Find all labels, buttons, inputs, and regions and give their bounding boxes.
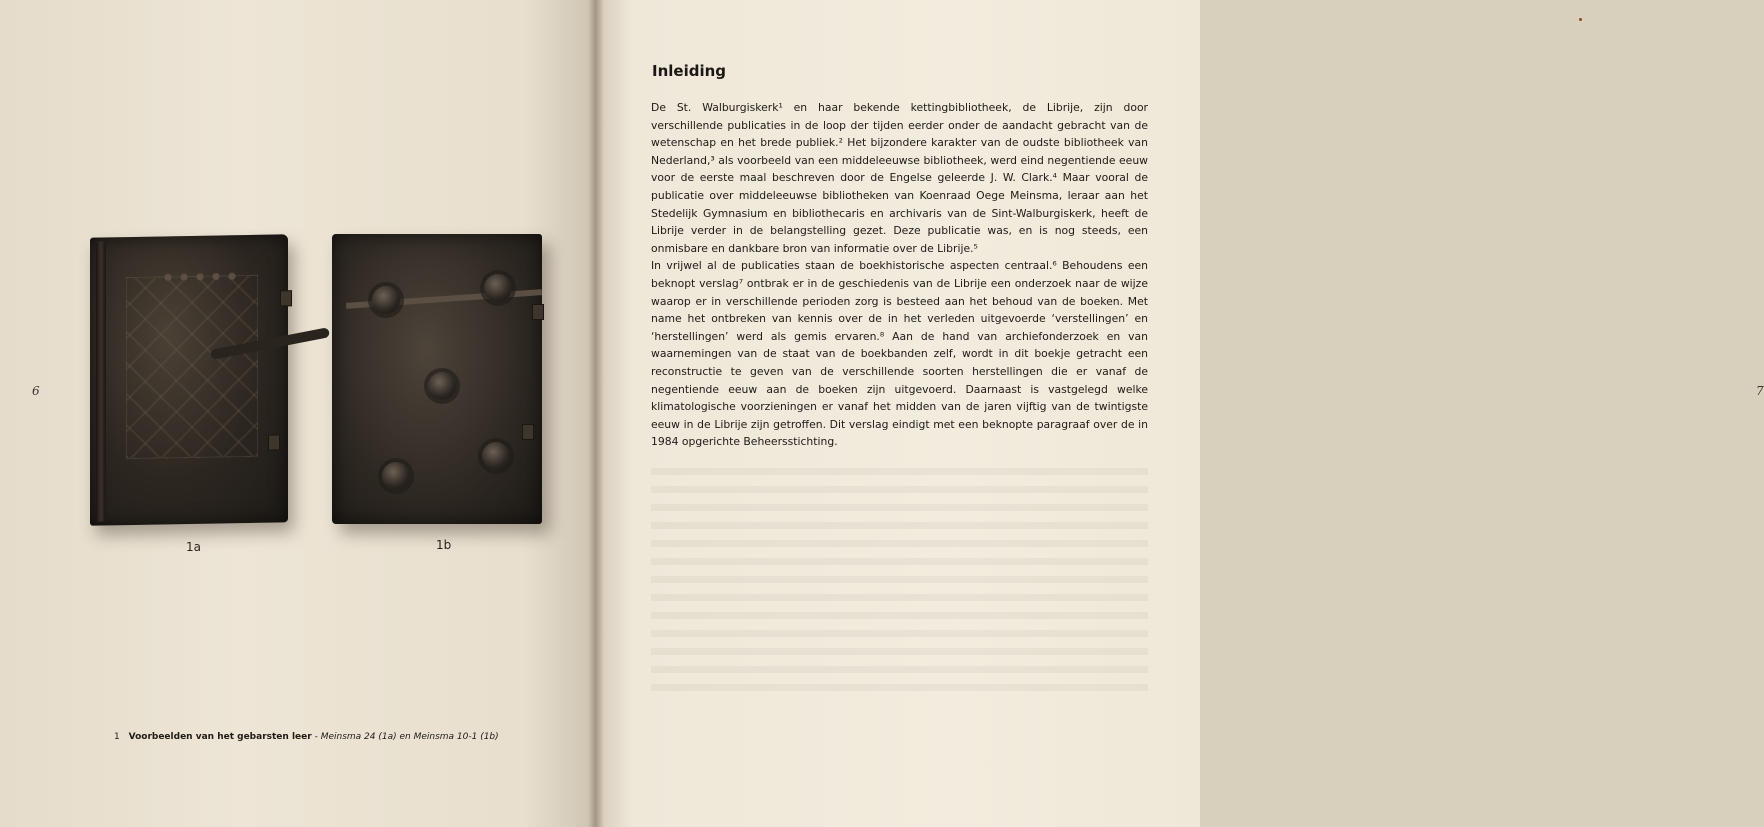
center-boss [428, 372, 456, 400]
clasp [268, 434, 280, 450]
body-text [651, 99, 1148, 451]
paragraph-1: De St. Walburgiskerk¹ en haar bekende kettingbibliotheek, de Librije, zijn door verschillende publicaties in de loop der tijden eerder onder de aandacht gebracht van de wetenschap en het brede publiek.² Het bijzondere karakter van de oudste bibliotheek van Nederland,³ als voorbeeld van een middeleeuwse bibliotheek, werd eind negentiende eeuw voor de eerste maal beschreven door de Engelse geleerde J. W. Clark.⁴ Maar vooral de publicatie over middeleeuwse bibliotheken van Koenraad Oege Meinsma, leraar aan het Stedelijk Gymnasium en bibliothecaris en archivaris van de Sint-Walburgiskerk, heeft de Librije verder in de belangstelling gezet. Deze publicatie was, en is nog steeds, een onmisbare en dankbare bron van informatie over de Librije.⁵ [651, 101, 1148, 255]
left-page [0, 0, 596, 827]
blind-tooled-pattern [126, 275, 258, 459]
clasp [522, 424, 534, 440]
section-heading: Inleiding [652, 62, 727, 80]
book-photo-1b [332, 234, 542, 524]
book-gutter [588, 0, 604, 827]
page-number-right: 7 [1756, 384, 1764, 398]
bleed-through-text [250, 100, 255, 116]
book-photo-1a [90, 234, 288, 525]
clasp [532, 304, 544, 320]
figure-label-1b: 1b [436, 538, 452, 552]
figure-caption [114, 732, 499, 742]
corner-boss [382, 462, 410, 490]
tooled-dots [160, 271, 240, 282]
paper-speck [1579, 18, 1582, 21]
caption-detail: Meinsma 24 (1a) en Meinsma 10-1 (1b) [320, 732, 499, 742]
caption-separator: - [314, 732, 318, 742]
clasp [280, 290, 292, 306]
caption-title: Voorbeelden van het gebarsten leer [128, 732, 312, 742]
figure-label-1a: 1a [186, 540, 201, 554]
paragraph-2: In vrijwel al de publicaties staan de boekhistorische aspecten centraal.⁶ Behoudens een beknopt verslag⁷ ontbrak er in de geschiedenis van de Librije een onderzoek naar de wijze waarop er in verschillende perioden zorg is besteed aan het behoud van de boeken. Met name het ontbreken van kennis over de in het verleden uitgevoerde ‘verstellingen’ en ‘herstellingen’ werd als gemis ervaren.⁸ Aan de hand van archiefonderzoek en van waarnemingen van de staat van de boekbanden zelf, wordt in dit boekje getracht een reconstructie te geven van de verschillende soorten herstellingen die er vanaf de negentiende eeuw aan de boeken zijn uitgevoerd. Daarnaast is vastgelegd welke klimatologische voorzieningen er vanaf het midden van de jaren vijftig van de twintigste eeuw in de Librije zijn getroffen. Dit verslag eindigt met een beknopte paragraaf over de in 1984 opgerichte Beheersstichting. [651, 259, 1148, 449]
corner-boss [372, 286, 400, 314]
caption-number: 1 [114, 732, 120, 742]
page-number-left: 6 [32, 384, 40, 398]
corner-boss [482, 442, 510, 470]
corner-boss [484, 274, 512, 302]
bleed-through-lines [651, 468, 1148, 698]
